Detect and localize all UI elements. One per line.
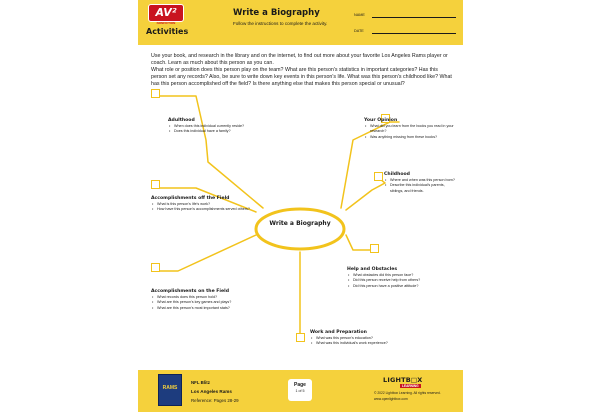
connector-childhood: [346, 179, 385, 210]
center-ellipse: [256, 209, 344, 249]
lightbox-logo: LIGHTB□X: [383, 376, 423, 384]
date-label: DATE: [354, 29, 364, 33]
page-label: Page: [294, 382, 306, 388]
av2-logo: AV²: [148, 4, 184, 22]
section-title: Adulthood: [168, 118, 195, 123]
copyright-text: © 2022 Lightbox Learning. All rights reserved.: [374, 391, 441, 395]
list-item: • What records does this person hold?: [157, 295, 256, 300]
checkbox-adulthood[interactable]: [151, 89, 160, 98]
lightbox-logo-subtext: LEARNING: [402, 384, 419, 388]
logo-subtext: NONFICTION: [156, 21, 176, 25]
list-item: • Where and when was this person born?: [390, 178, 456, 183]
list-item: • What did you learn from the books you read in your research?: [370, 124, 456, 135]
connector-accomplishments-on: [160, 235, 256, 271]
list-item: • Did this person have a positive attitude?: [353, 284, 459, 289]
page-title: Write a Biography: [233, 8, 320, 18]
list-item: • What are this person's most important stats?: [157, 306, 256, 311]
section-work-preparation: [310, 330, 422, 347]
section-title: Childhood: [384, 172, 410, 177]
list-item: • Does this individual have a family?: [174, 129, 254, 134]
book-cover-image: [158, 374, 182, 406]
website-link[interactable]: www.openlightbox.com: [374, 397, 408, 401]
checkbox-childhood[interactable]: [374, 172, 383, 181]
section-childhood: [384, 172, 456, 194]
section-accomplishments-off: [151, 196, 259, 213]
book-title: Los Angeles Rams: [191, 389, 232, 394]
list-item: • How have this person's accomplishments served others?: [157, 207, 259, 212]
center-label: Write a Biography: [269, 220, 331, 227]
name-label: NAME: [354, 13, 365, 17]
list-item: • Did this person receive help from others?: [353, 278, 459, 283]
page-reference: Reference: Pages 28-29: [191, 398, 239, 403]
section-adulthood: [168, 118, 254, 135]
instructions-paragraph: What role or position does this person play on the team? What are this person's statistics in important categories? Has this person set any records? Also, be sure to write down key events in this person's life. What was this person's childhood like? What has this person accomplished off the field? Is there anything else that makes this person special or unusual?: [151, 67, 452, 88]
instructions-paragraph: Use your book, and research in the library and on the internet, to find out more about your favorite Los Angeles Rams player or coach. Learn as much about this person as you can.: [151, 53, 448, 67]
checkbox-work-preparation[interactable]: [296, 333, 305, 342]
footer-band: [138, 370, 463, 412]
checkbox-help-obstacles[interactable]: [370, 244, 379, 253]
list-item: • When does this individual currently reside?: [174, 124, 254, 129]
section-title: Your Opinion: [364, 118, 398, 123]
section-title: Work and Preparation: [310, 330, 367, 335]
checkbox-accomplishments-off[interactable]: [151, 180, 160, 189]
section-title: Accomplishments on the Field: [151, 289, 229, 294]
list-item: • What is this person's life's work?: [157, 202, 259, 207]
worksheet-page: [138, 0, 463, 412]
page-subtitle: Follow the instructions to complete the activity.: [233, 21, 328, 26]
section-label: Activities: [146, 27, 189, 36]
page-indicator: [288, 379, 312, 401]
section-title: Help and Obstacles: [347, 267, 398, 272]
book-cover-text: RAMS: [162, 385, 178, 391]
list-item: • Was anything missing from these books?: [370, 135, 456, 140]
list-item: • What are this person's key games and plays?: [157, 300, 256, 305]
section-accomplishments-on: [151, 289, 256, 311]
list-item: • What was this person's education?: [316, 336, 422, 341]
checkbox-accomplishments-on[interactable]: [151, 263, 160, 272]
connector-adulthood: [160, 96, 263, 208]
section-title: Accomplishments off the Field: [151, 196, 230, 201]
section-help-obstacles: [347, 267, 459, 289]
page-count: 1 of 5: [295, 389, 305, 393]
list-item: • Describe this individual's parents, siblings, and friends.: [390, 183, 456, 194]
series-name: NFL Blitz: [191, 380, 210, 385]
list-item: • What obstacles did this person face?: [353, 273, 459, 278]
section-your-opinion: [364, 118, 456, 140]
list-item: • What was this individual's work experience?: [316, 341, 422, 346]
